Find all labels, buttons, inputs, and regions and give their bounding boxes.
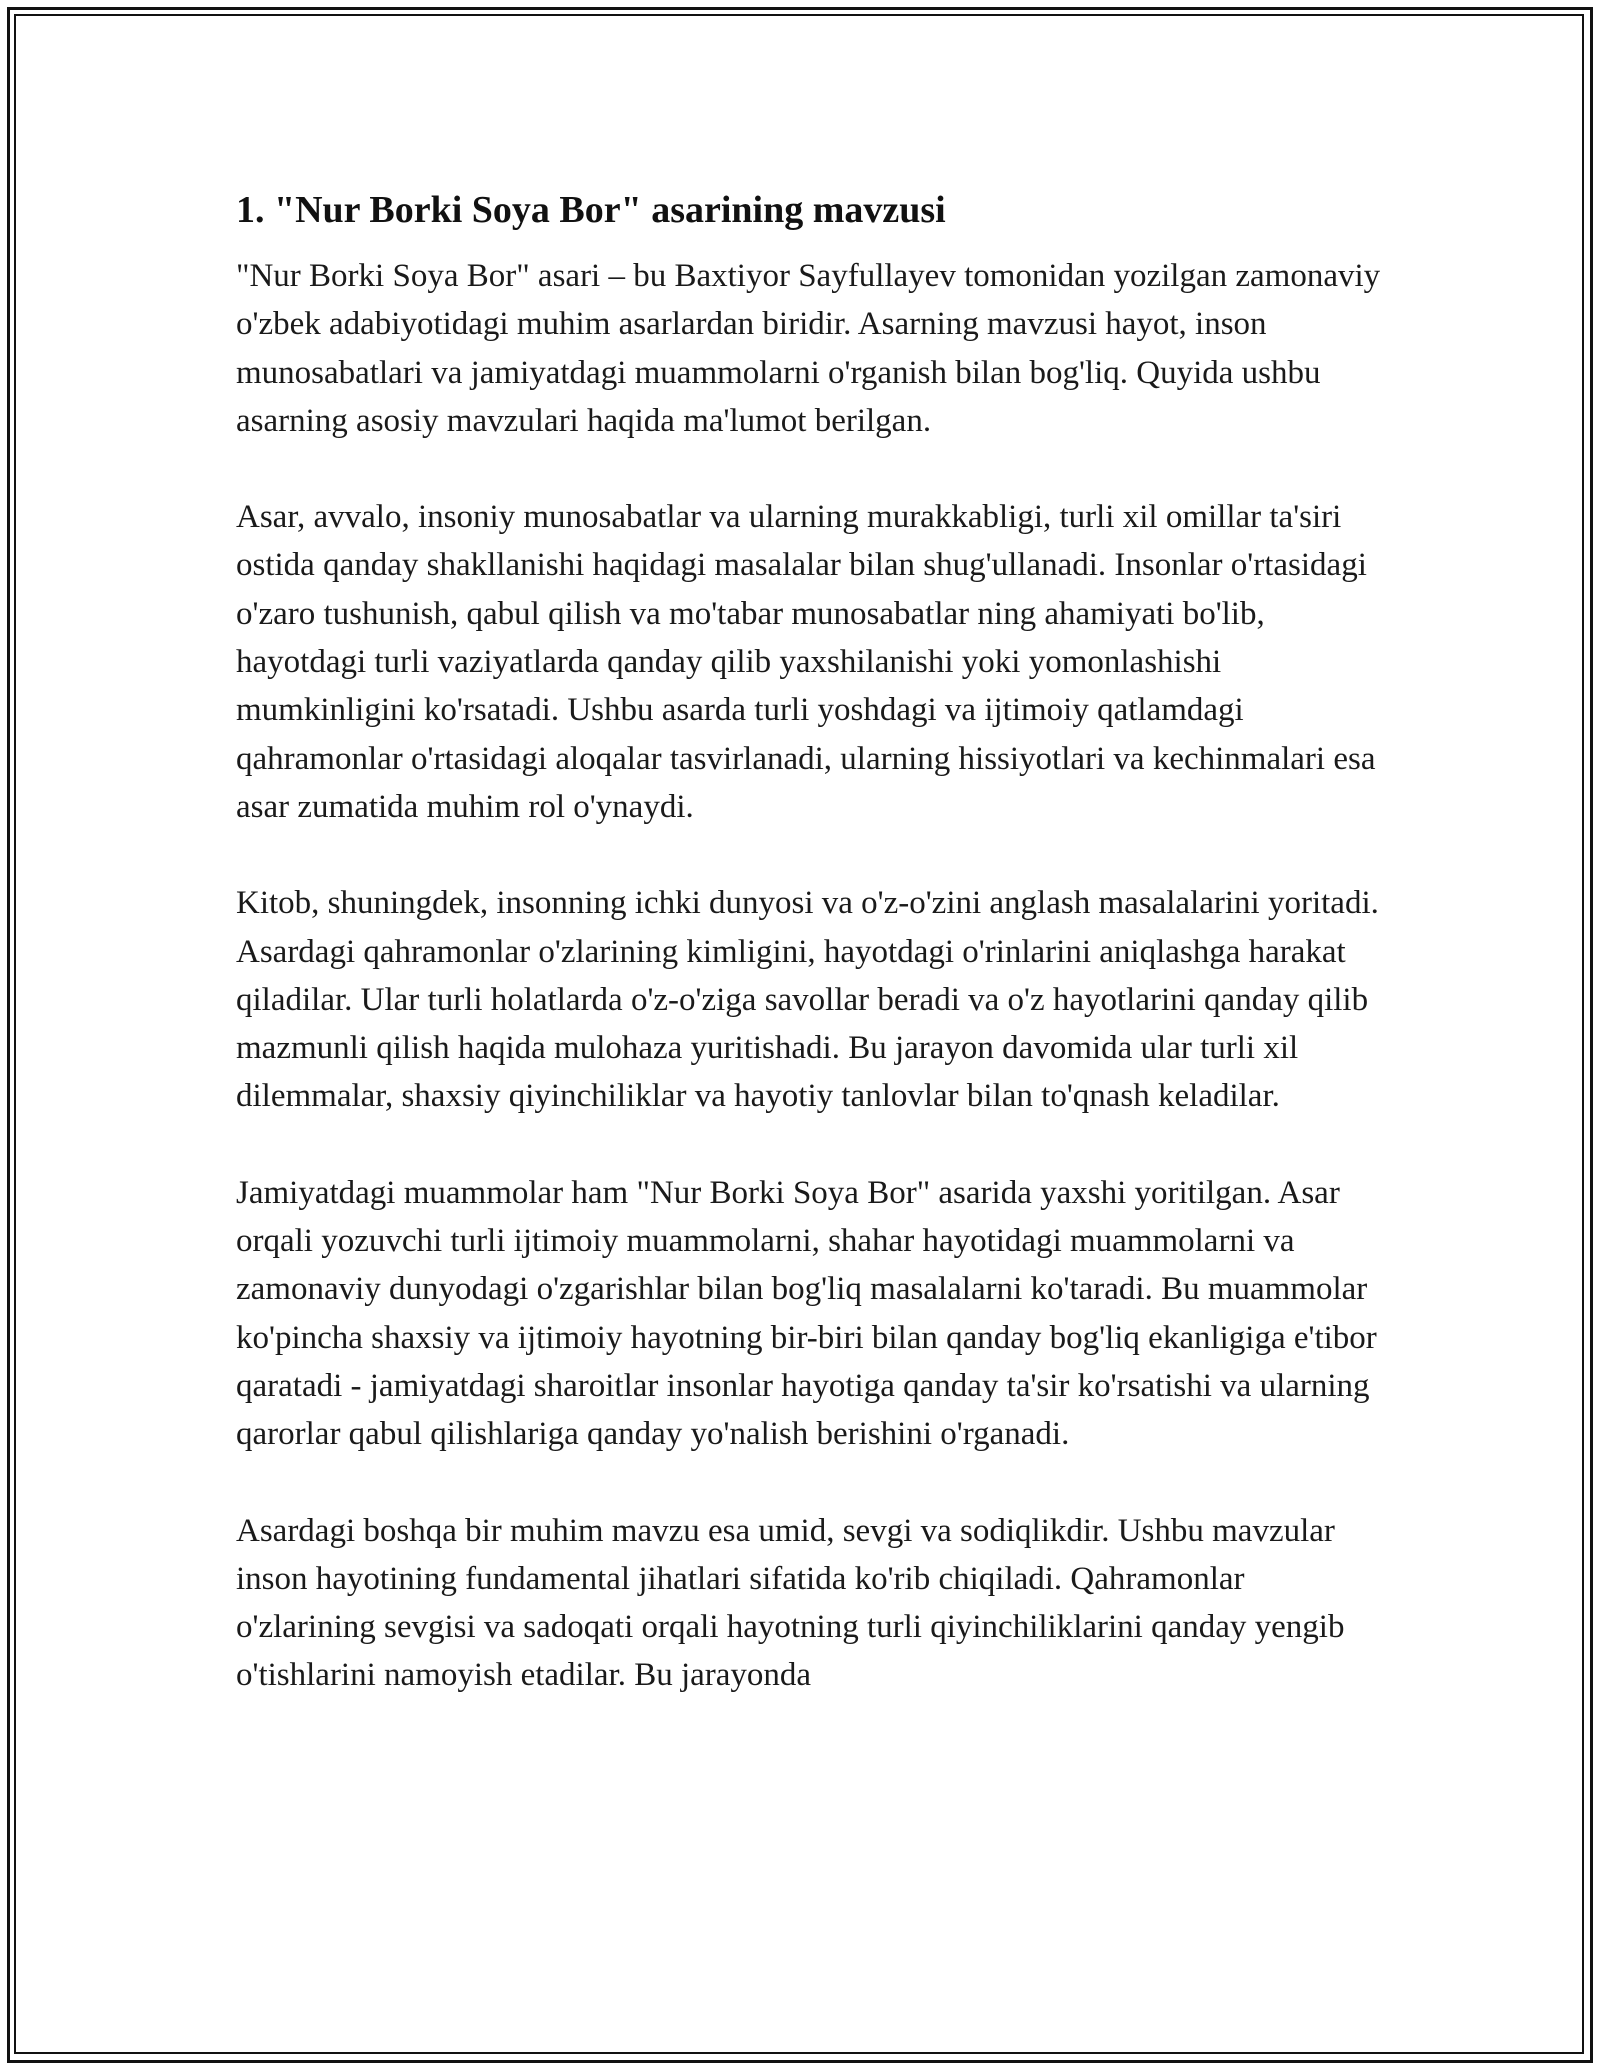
paragraph-society: Jamiyatdagi muammolar ham "Nur Borki Soya Bor" asarida yaxshi yoritilgan. Asar orqali yozuvchi turli ijtimoiy muammolarni, shahar hayotidagi muammolarni va zamonaviy dunyodagi o'zgarishlar bilan bog'liq masalalarni ko'taradi. Bu muammolar ko'pincha shaxsiy va ijtimoiy hayotning bir-biri bilan qanday bog'liq ekanligiga e'tibor qaratadi - jamiyatdagi sharoitlar insonlar hayotiga qanday ta'sir ko'rsatishi va ularning qarorlar qabul qilishlariga qanday yo'nalish berishini o'rganadi. [236,1174,1377,1453]
paragraph-intro: "Nur Borki Soya Bor" asari – bu Baxtiyor Sayfullayev tomonidan yozilgan zamonaviy o'zbek adabiyotidagi muhim asarlardan biridir. Asarning mavzusi hayot, inson munosabatlari va jamiyatdagi muammolarni o'rganish bilan bog'liq. Quyida ushbu asarning asosiy mavzulari haqida ma'lumot berilgan. [236,258,1381,439]
paragraph-hope-love: Asardagi boshqa bir muhim mavzu esa umid, sevgi va sodiqlikdir. Ushbu mavzular inson hayotining fundamental jihatlari sifatida ko'rib chiqiladi. Qahramonlar o'zlarining sevgisi va sadoqati orqali hayotning turli qiyinchiliklarini qanday yengib o'tishlarini namoyish etadilar. Bu jarayonda [236,1512,1345,1694]
paragraph-relations: Asar, avvalo, insoniy munosabatlar va ularning murakkabligi, turli xil omillar ta'siri ostida qanday shakllanishi haqidagi masalalar bilan shug'ullanadi. Insonlar o'rtasidagi o'zaro tushunish, qabul qilish va mo'tabar munosabatlar ning ahamiyati bo'lib, hayotdagi turli vaziyatlarda qanday qilib yaxshilanishi yoki yomonlashishi mumkinligini ko'rsatadi. Ushbu asarda turli yoshdagi va ijtimoiy qatlamdagi qahramonlar o'rtasidagi aloqalar tasvirlanadi, ularning hissiyotlari va kechinmalari esa asar zumatida muhim rol o'ynaydi. [236,499,1376,825]
paragraph-inner-world: Kitob, shuningdek, insonning ichki dunyosi va o'z-o'zini anglash masalalarini yoritadi. Asardagi qahramonlar o'zlarining kimligini, hayotdagi o'rinlarini aniqlashga harakat qiladilar. Ular turli holatlarda o'z-o'ziga savollar beradi va o'z hayotlarini qanday qilib mazmunli qilish haqida mulohaza yuritishadi. Bu jarayon davomida ular turli xil dilemmalar, shaxsiy qiyinchiliklar va hayotiy tanlovlar bilan to'qnash keladilar. [236,885,1379,1115]
document-body [236,186,1386,1748]
section-heading: 1. "Nur Borki Soya Bor" asarining mavzusi [236,189,946,231]
